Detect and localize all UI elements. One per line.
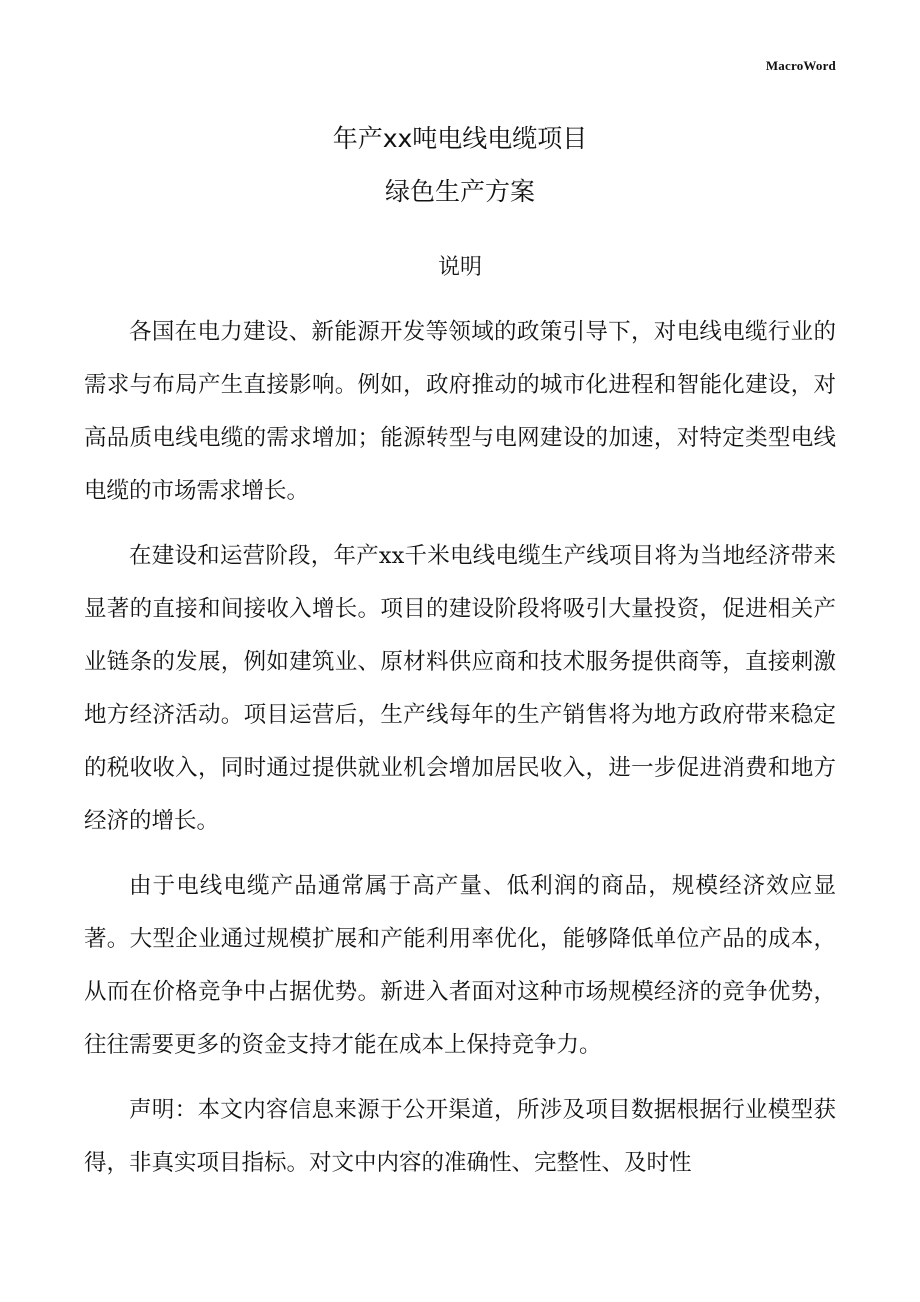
header-brand: MacroWord [765, 58, 836, 73]
paragraph: 在建设和运营阶段，年产xx千米电线电缆生产线项目将为当地经济带来显著的直接和间接收入增长。项目的建设阶段将吸引大量投资，促进相关产业链条的发展，例如建筑业、原材料供应商和技术服务提供商等，直接刺激地方经济活动。项目运营后，生产线每年的生产销售将为地方政府带来稳定的税收收入，同时通过提供就业机会增加居民收入，进一步促进消费和地方经济的增长。 [84, 543, 836, 834]
paragraph: 声明：本文内容信息来源于公开渠道，所涉及项目数据根据行业模型获得，非真实项目指标。对文中内容的准确性、完整性、及时性 [84, 1097, 836, 1176]
body-text [84, 306, 836, 1202]
section-heading: 说明 [437, 255, 482, 280]
document-title: 年产xx吨电线电缆项目 [332, 124, 588, 153]
document-subtitle: 绿色生产方案 [384, 177, 535, 206]
paragraph: 各国在电力建设、新能源开发等领域的政策引导下，对电线电缆行业的需求与布局产生直接影响。例如，政府推动的城市化进程和智能化建设，对高品质电线电缆的需求增加；能源转型与电网建设的加速，对特定类型电线电缆的市场需求增长。 [84, 319, 836, 504]
paragraph: 由于电线电缆产品通常属于高产量、低利润的商品，规模经济效应显著。大型企业通过规模扩展和产能利用率优化，能够降低单位产品的成本，从而在价格竞争中占据优势。新进入者面对这种市场规模经济的竞争优势，往往需要更多的资金支持才能在成本上保持竞争力。 [84, 873, 836, 1058]
